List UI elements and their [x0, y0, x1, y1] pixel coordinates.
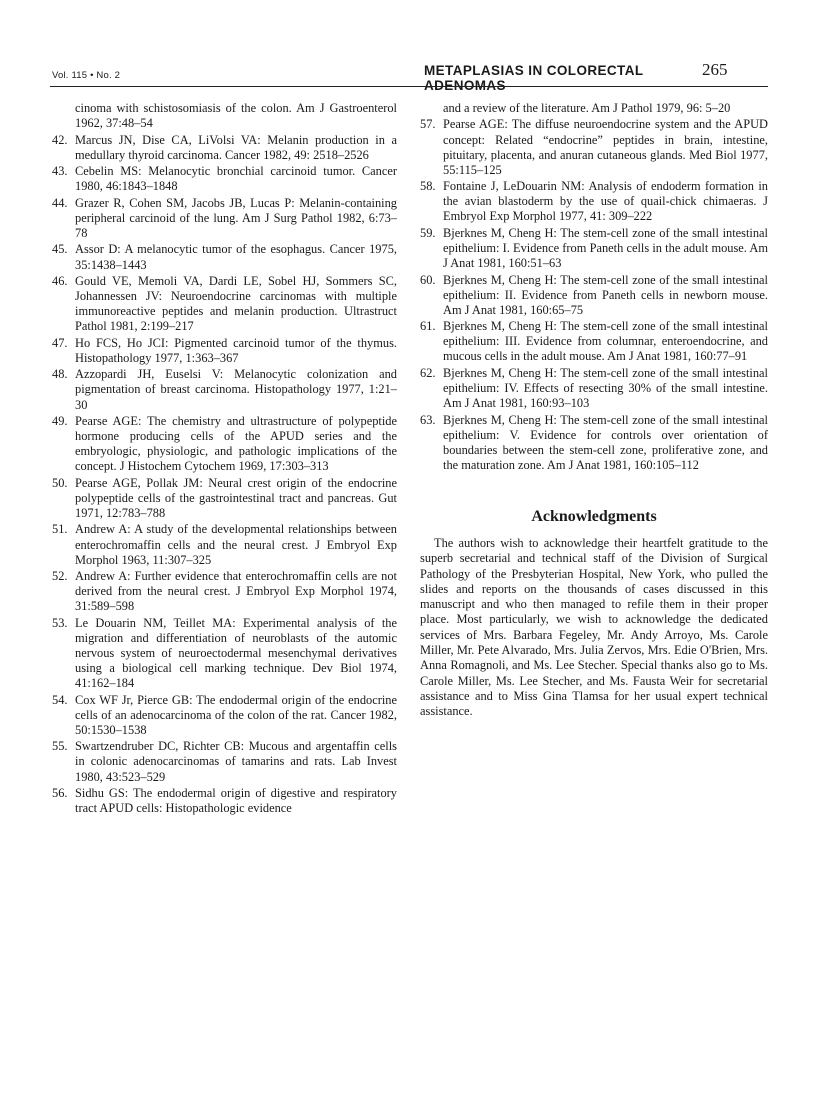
- reference-item: [52, 476, 397, 521]
- reference-text: Andrew A: A study of the developmental relationships between enterochromaffin cells and the neural crest. J Embryol Exp Morphol 1963, 11:307–325: [75, 522, 397, 567]
- reference-item: [420, 413, 768, 473]
- left-reference-list: [52, 133, 397, 817]
- reference-text: Cebelin MS: Melanocytic bronchial carcinoid tumor. Cancer 1980, 46:1843–1848: [75, 164, 397, 194]
- reference-item: [420, 117, 768, 177]
- reference-item: [420, 226, 768, 271]
- reference-text: Ho FCS, Ho JCI: Pigmented carcinoid tumor of the thymus. Histopathology 1977, 1:363–367: [75, 335, 397, 365]
- reference-item: [52, 133, 397, 163]
- reference-text: Swartzendruber DC, Richter CB: Mucous and argentaffin cells in colonic adenocarcinomas of tamarins and rats. Lab Invest 1980, 43:523–529: [75, 739, 397, 784]
- reference-number: 52.: [52, 569, 68, 584]
- reference-item: [52, 522, 397, 567]
- reference-text: Pearse AGE: The chemistry and ultrastructure of polypeptide hormone producing cells of the APUD series and the embryologic, physiologic, and pathologic implications of the concept. J Histochem Cytochem 1969, 17:303–313: [75, 414, 397, 474]
- reference-item: [420, 319, 768, 364]
- page-number: 265: [702, 60, 728, 79]
- reference-continuation: cinoma with schistosomiasis of the colon. Am J Gastroenterol 1962, 37:48–54: [75, 101, 397, 131]
- reference-text: Marcus JN, Dise CA, LiVolsi VA: Melanin production in a medullary thyroid carcinoma. Cancer 1982, 49: 2518–2526: [75, 132, 397, 162]
- acknowledgments-heading: Acknowledgments: [531, 508, 657, 525]
- reference-number: 51.: [52, 522, 68, 537]
- reference-item: [420, 179, 768, 224]
- reference-number: 46.: [52, 273, 68, 288]
- reference-item: [52, 786, 397, 816]
- header-rule: [50, 86, 768, 87]
- reference-continuation: and a review of the literature. Am J Pathol 1979, 96: 5–20: [443, 101, 731, 115]
- reference-item: [52, 616, 397, 691]
- reference-text: Pearse AGE: The diffuse neuroendocrine system and the APUD concept: Related “endocrine” peptides in brain, intestine, pituitary, placenta, and anuran cutaneous glands. Med Biol 1977, 55:115–125: [443, 117, 768, 177]
- reference-text: Bjerknes M, Cheng H: The stem-cell zone of the small intestinal epithelium: V. Evidence for controls over orientation of boundaries between the stem-cell zone, proliferative zone, and the maturation zone. Am J Anat 1981, 160:105–112: [443, 412, 768, 472]
- reference-number: 60.: [420, 272, 436, 287]
- reference-item: [52, 242, 397, 272]
- reference-item: [52, 196, 397, 241]
- reference-text: Gould VE, Memoli VA, Dardi LE, Sobel HJ, Sommers SC, Johannessen JV: Neuroendocrine carcinomas with multiple immunoreactive peptides and melanin production. Ultrastruct Pathol 1981, 2:199–217: [75, 273, 397, 334]
- reference-number: 49.: [52, 414, 68, 428]
- reference-text: Bjerknes M, Cheng H: The stem-cell zone of the small intestinal epithelium: IV. Effects of resecting 30% of the small intestine. Am J Anat 1981, 160:93–103: [443, 365, 768, 411]
- reference-item: [52, 693, 397, 738]
- reference-text: Bjerknes M, Cheng H: The stem-cell zone of the small intestinal epithelium: II. Evidence from Paneth cells in newborn mouse. Am J Anat 1981, 160:65–75: [443, 272, 768, 317]
- reference-number: 61.: [420, 319, 436, 334]
- reference-number: 59.: [420, 225, 436, 240]
- reference-text: Bjerknes M, Cheng H: The stem-cell zone of the small intestinal epithelium: III. Evidence from columnar, enteroendocrine, and mucous cells in the adult mouse. Am J Anat 1981, 160:77–91: [443, 319, 768, 364]
- reference-text: Pearse AGE, Pollak JM: Neural crest origin of the endocrine polypeptide cells of the gastrointestinal tract and pancreas. Gut 1971, 12:783–788: [75, 475, 397, 520]
- volume-issue: Vol. 115 • No. 2: [52, 70, 121, 81]
- reference-item: [52, 164, 397, 194]
- running-title: METAPLASIAS IN COLORECTAL ADENOMAS: [424, 63, 644, 93]
- reference-item: [420, 273, 768, 318]
- reference-number: 57.: [420, 117, 436, 132]
- reference-text: Bjerknes M, Cheng H: The stem-cell zone of the small intestinal epithelium: I. Evidence from Paneth cells in the adult mouse. Am J Anat 1981, 160:51–63: [443, 225, 768, 271]
- reference-number: 54.: [52, 692, 68, 707]
- reference-text: Fontaine J, LeDouarin NM: Analysis of endoderm formation in the avian blastoderm by the use of quail-chick chimaeras. J Embryol Exp Morphol 1977, 41: 309–222: [443, 179, 768, 224]
- reference-item: [52, 336, 397, 366]
- reference-text: Sidhu GS: The endodermal origin of digestive and respiratory tract APUD cells: Histopathologic evidence: [75, 785, 397, 816]
- reference-text: Assor D: A melanocytic tumor of the esophagus. Cancer 1975, 35:1438–1443: [75, 242, 397, 272]
- left-column-references: [52, 101, 397, 818]
- reference-number: 56.: [52, 785, 68, 800]
- reference-number: 42.: [52, 132, 68, 147]
- reference-number: 58.: [420, 179, 436, 194]
- right-column-references: [420, 101, 768, 474]
- reference-number: 53.: [52, 615, 68, 630]
- reference-number: 43.: [52, 164, 68, 179]
- reference-number: 45.: [52, 242, 68, 257]
- reference-number: 47.: [52, 335, 68, 350]
- reference-text: Azzopardi JH, Euselsi V: Melanocytic colonization and pigmentation of breast carcinoma. Histopathology 1977, 1:21–30: [75, 367, 397, 412]
- reference-text: Cox WF Jr, Pierce GB: The endodermal origin of the endocrine cells of an adenocarcinoma of the colon of the rat. Cancer 1982, 50:1530–1538: [75, 692, 397, 737]
- reference-item: [420, 366, 768, 411]
- acknowledgments-body: The authors wish to acknowledge their heartfelt gratitude to the superb secretarial and technical staff of the Division of Surgical Pathology of the Presbyterian Hospital, New York, who pulled the slides and reports on the thousands of cases discussed in this manuscript and who then managed to refile them in their proper place. Most particularly, we wish to acknowledge the dedicated services of Mrs. Barbara Fegeley, Mr. Andy Arroyo, Ms. Carole Miller, Mr. Pete Alvarado, Mrs. Julia Zervos, Mrs. Edie O'Brien, Mrs. Anna Romagnoli, and Ms. Lee Stecher. Special thanks also go to Ms. Carole Miller, Ms. Lee Stecher, and Ms. Fausta Weir for secretarial assistance and to Miss Gina Tlamsa for her usual expert technical assistance.: [420, 536, 768, 719]
- reference-item: [52, 739, 397, 784]
- reference-text: Le Douarin NM, Teillet MA: Experimental analysis of the migration and differentiation of neuroblasts of the automic nervous system of neuroectodermal mesenchymal derivatives using a biological cell marking technique. Dev Biol 1974, 41:162–184: [75, 615, 397, 691]
- reference-number: 63.: [420, 412, 436, 427]
- reference-item: [52, 367, 397, 412]
- right-reference-list: [420, 117, 768, 473]
- reference-number: 55.: [52, 739, 68, 754]
- reference-item: [52, 274, 397, 334]
- reference-number: 48.: [52, 367, 68, 382]
- reference-item: [52, 569, 397, 614]
- reference-text: Andrew A: Further evidence that enterochromaffin cells are not derived from the neural crest. J Embryol Exp Morphol 1974, 31:589–598: [75, 569, 397, 614]
- reference-number: 50.: [52, 475, 68, 490]
- reference-number: 62.: [420, 365, 436, 380]
- reference-text: Grazer R, Cohen SM, Jacobs JB, Lucas P: Melanin-containing peripheral carcinoid of the lung. Am J Surg Pathol 1982, 6:73–78: [75, 195, 397, 240]
- reference-number: 44.: [52, 195, 68, 210]
- reference-item: [52, 414, 397, 474]
